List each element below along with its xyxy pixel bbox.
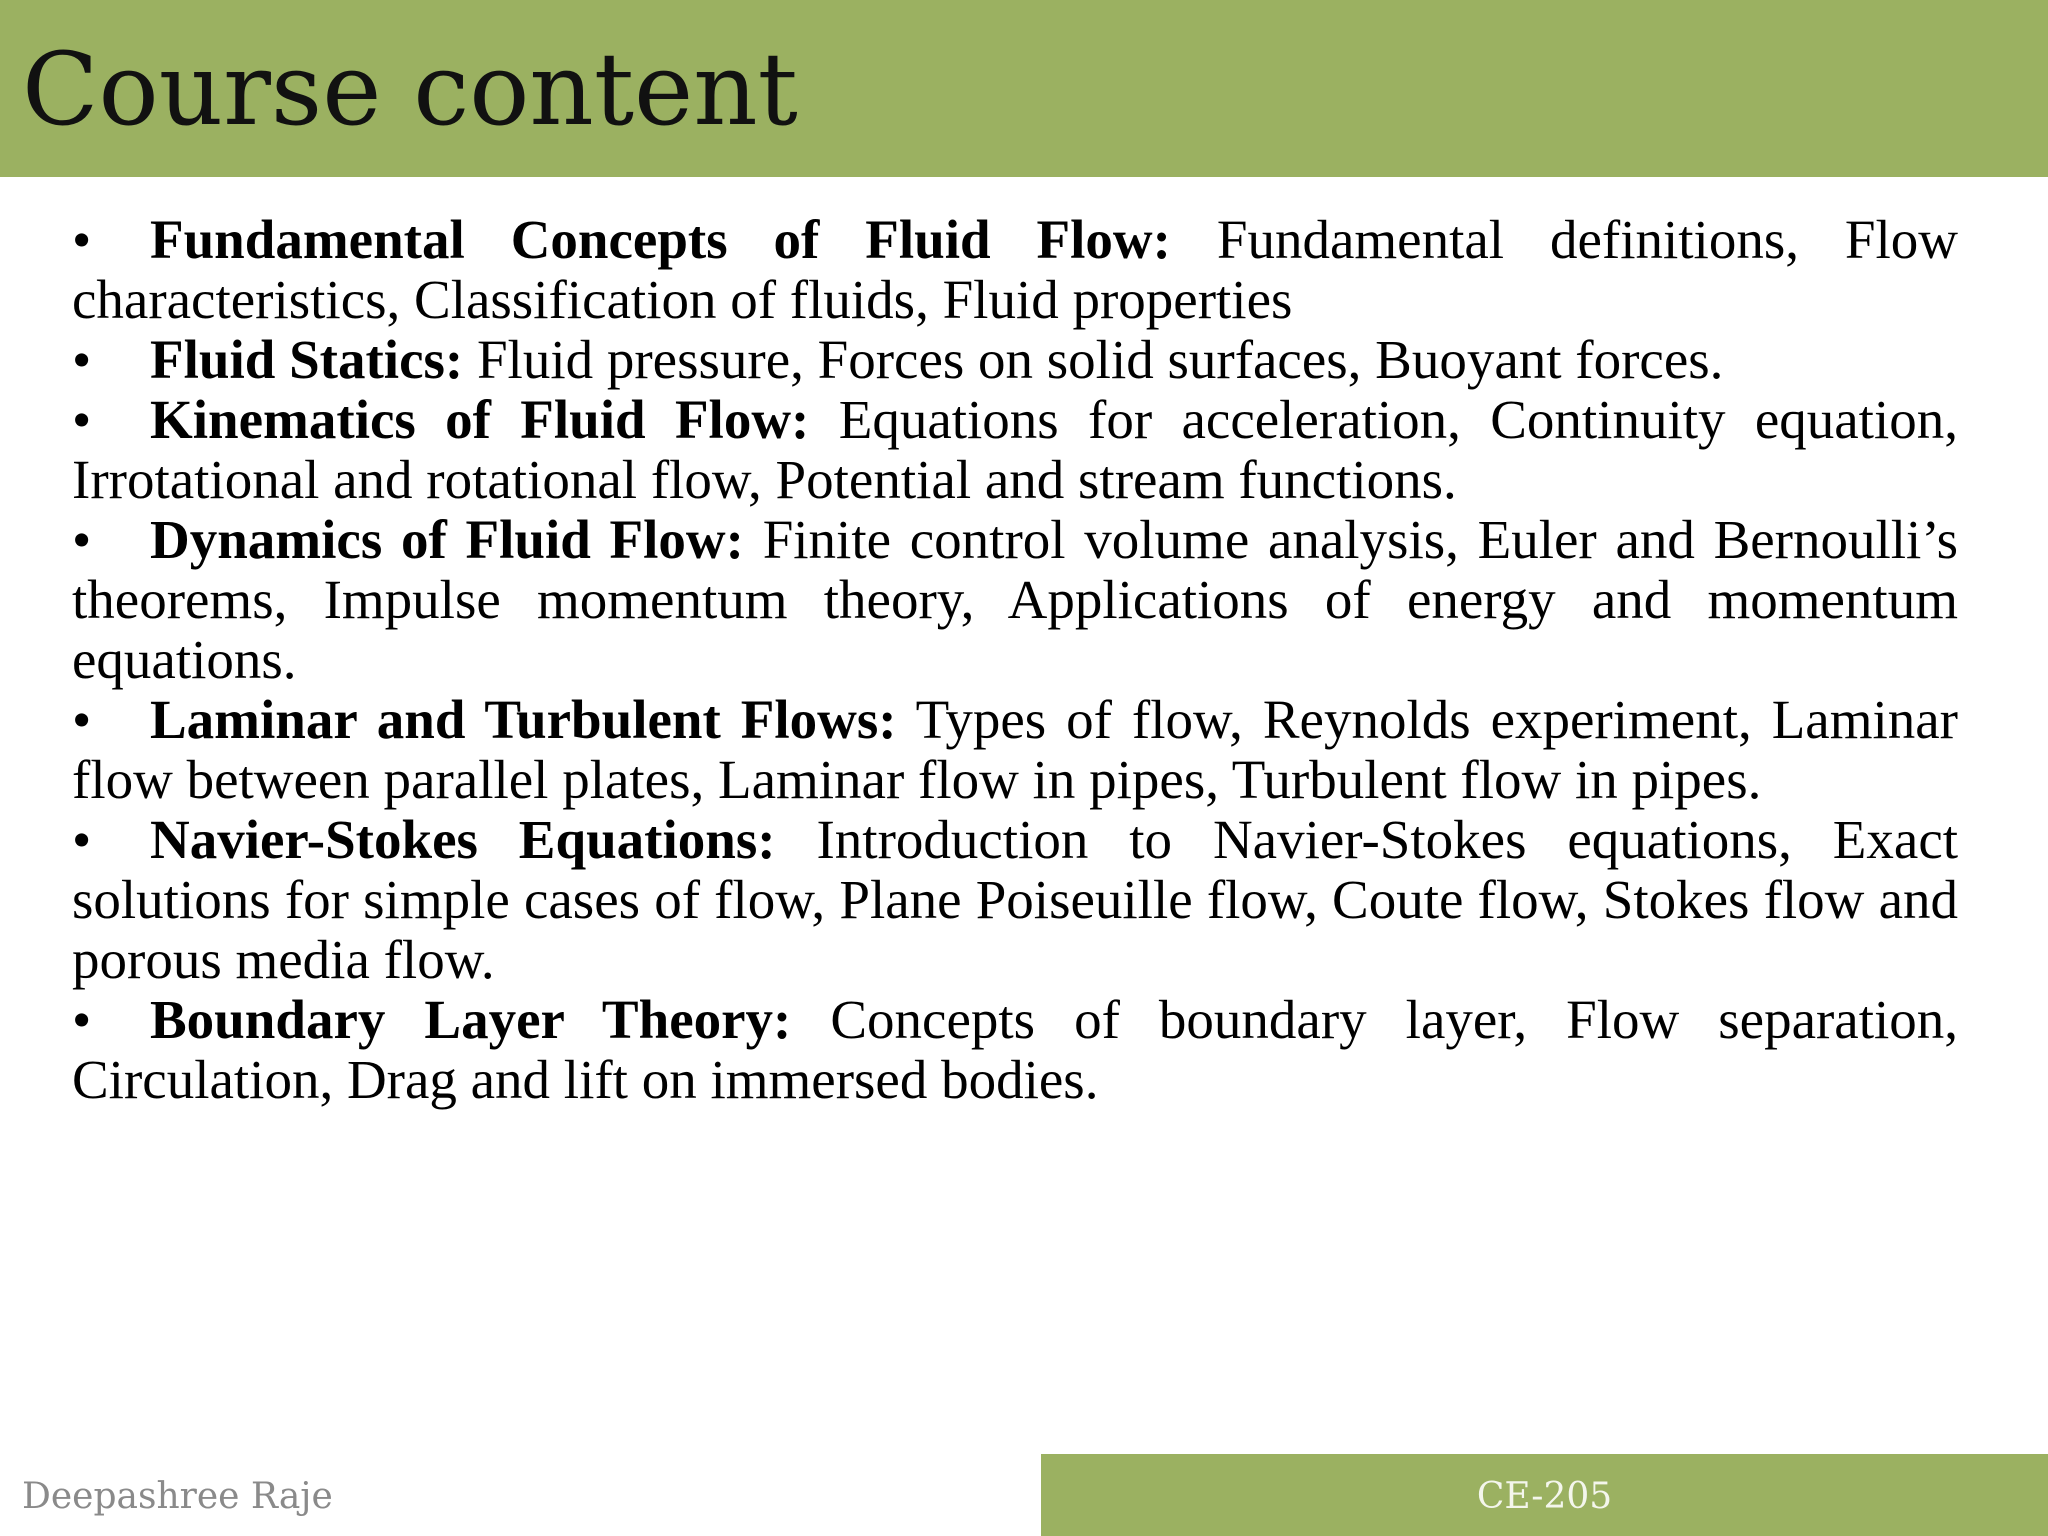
bullet-icon: • bbox=[72, 509, 92, 570]
list-item bbox=[72, 690, 1958, 810]
item-heading: Kinematics of Fluid Flow: bbox=[150, 389, 810, 450]
bullet-icon: • bbox=[72, 329, 92, 390]
footer-course-code: CE-205 bbox=[1476, 1476, 1613, 1517]
list-item bbox=[72, 390, 1958, 510]
bullet-icon: • bbox=[72, 689, 92, 750]
bullet-icon: • bbox=[72, 989, 92, 1050]
list-item bbox=[72, 210, 1958, 330]
item-heading: Fluid Statics: bbox=[150, 329, 464, 390]
item-heading: Fundamental Concepts of Fluid Flow: bbox=[150, 209, 1171, 270]
item-text: Introduction to Navier-Stokes equations, Exact solutions for simple cases of flow, Plane Poiseuille flow, Coute flow, Stokes flow and porous media flow. bbox=[72, 809, 1959, 990]
item-text: Fluid pressure, Forces on solid surfaces, Buoyant forces. bbox=[476, 329, 1724, 390]
list-item bbox=[72, 990, 1958, 1110]
list-item bbox=[72, 810, 1958, 990]
item-text: Concepts of boundary layer, Flow separation, Circulation, Drag and lift on immersed bodies. bbox=[72, 989, 1959, 1110]
item-heading: Boundary Layer Theory: bbox=[150, 989, 792, 1050]
bullet-icon: • bbox=[72, 809, 92, 870]
item-heading: Dynamics of Fluid Flow: bbox=[150, 509, 744, 570]
item-heading: Laminar and Turbulent Flows: bbox=[150, 689, 897, 750]
list-item bbox=[72, 510, 1958, 690]
bullet-icon: • bbox=[72, 209, 92, 270]
footer-author: Deepashree Raje bbox=[22, 1476, 333, 1517]
item-heading: Navier-Stokes Equations: bbox=[150, 809, 776, 870]
course-content-list bbox=[72, 210, 1958, 1110]
item-text: Types of flow, Reynolds experiment, Laminar flow between parallel plates, Laminar flow in pipes, Turbulent flow in pipes. bbox=[72, 689, 1958, 810]
slide-title: Course content bbox=[22, 31, 798, 148]
item-text: Equations for acceleration, Continuity equation, Irrotational and rotational flow, Potential and stream functions. bbox=[72, 389, 1958, 510]
item-text: Fundamental definitions, Flow characteristics, Classification of fluids, Fluid properties bbox=[72, 209, 1958, 330]
list-item bbox=[72, 330, 1958, 390]
item-text: Finite control volume analysis, Euler and Bernoulli’s theorems, Impulse momentum theory, Applications of energy and momentum equations. bbox=[72, 509, 1959, 690]
bullet-icon: • bbox=[72, 389, 92, 450]
